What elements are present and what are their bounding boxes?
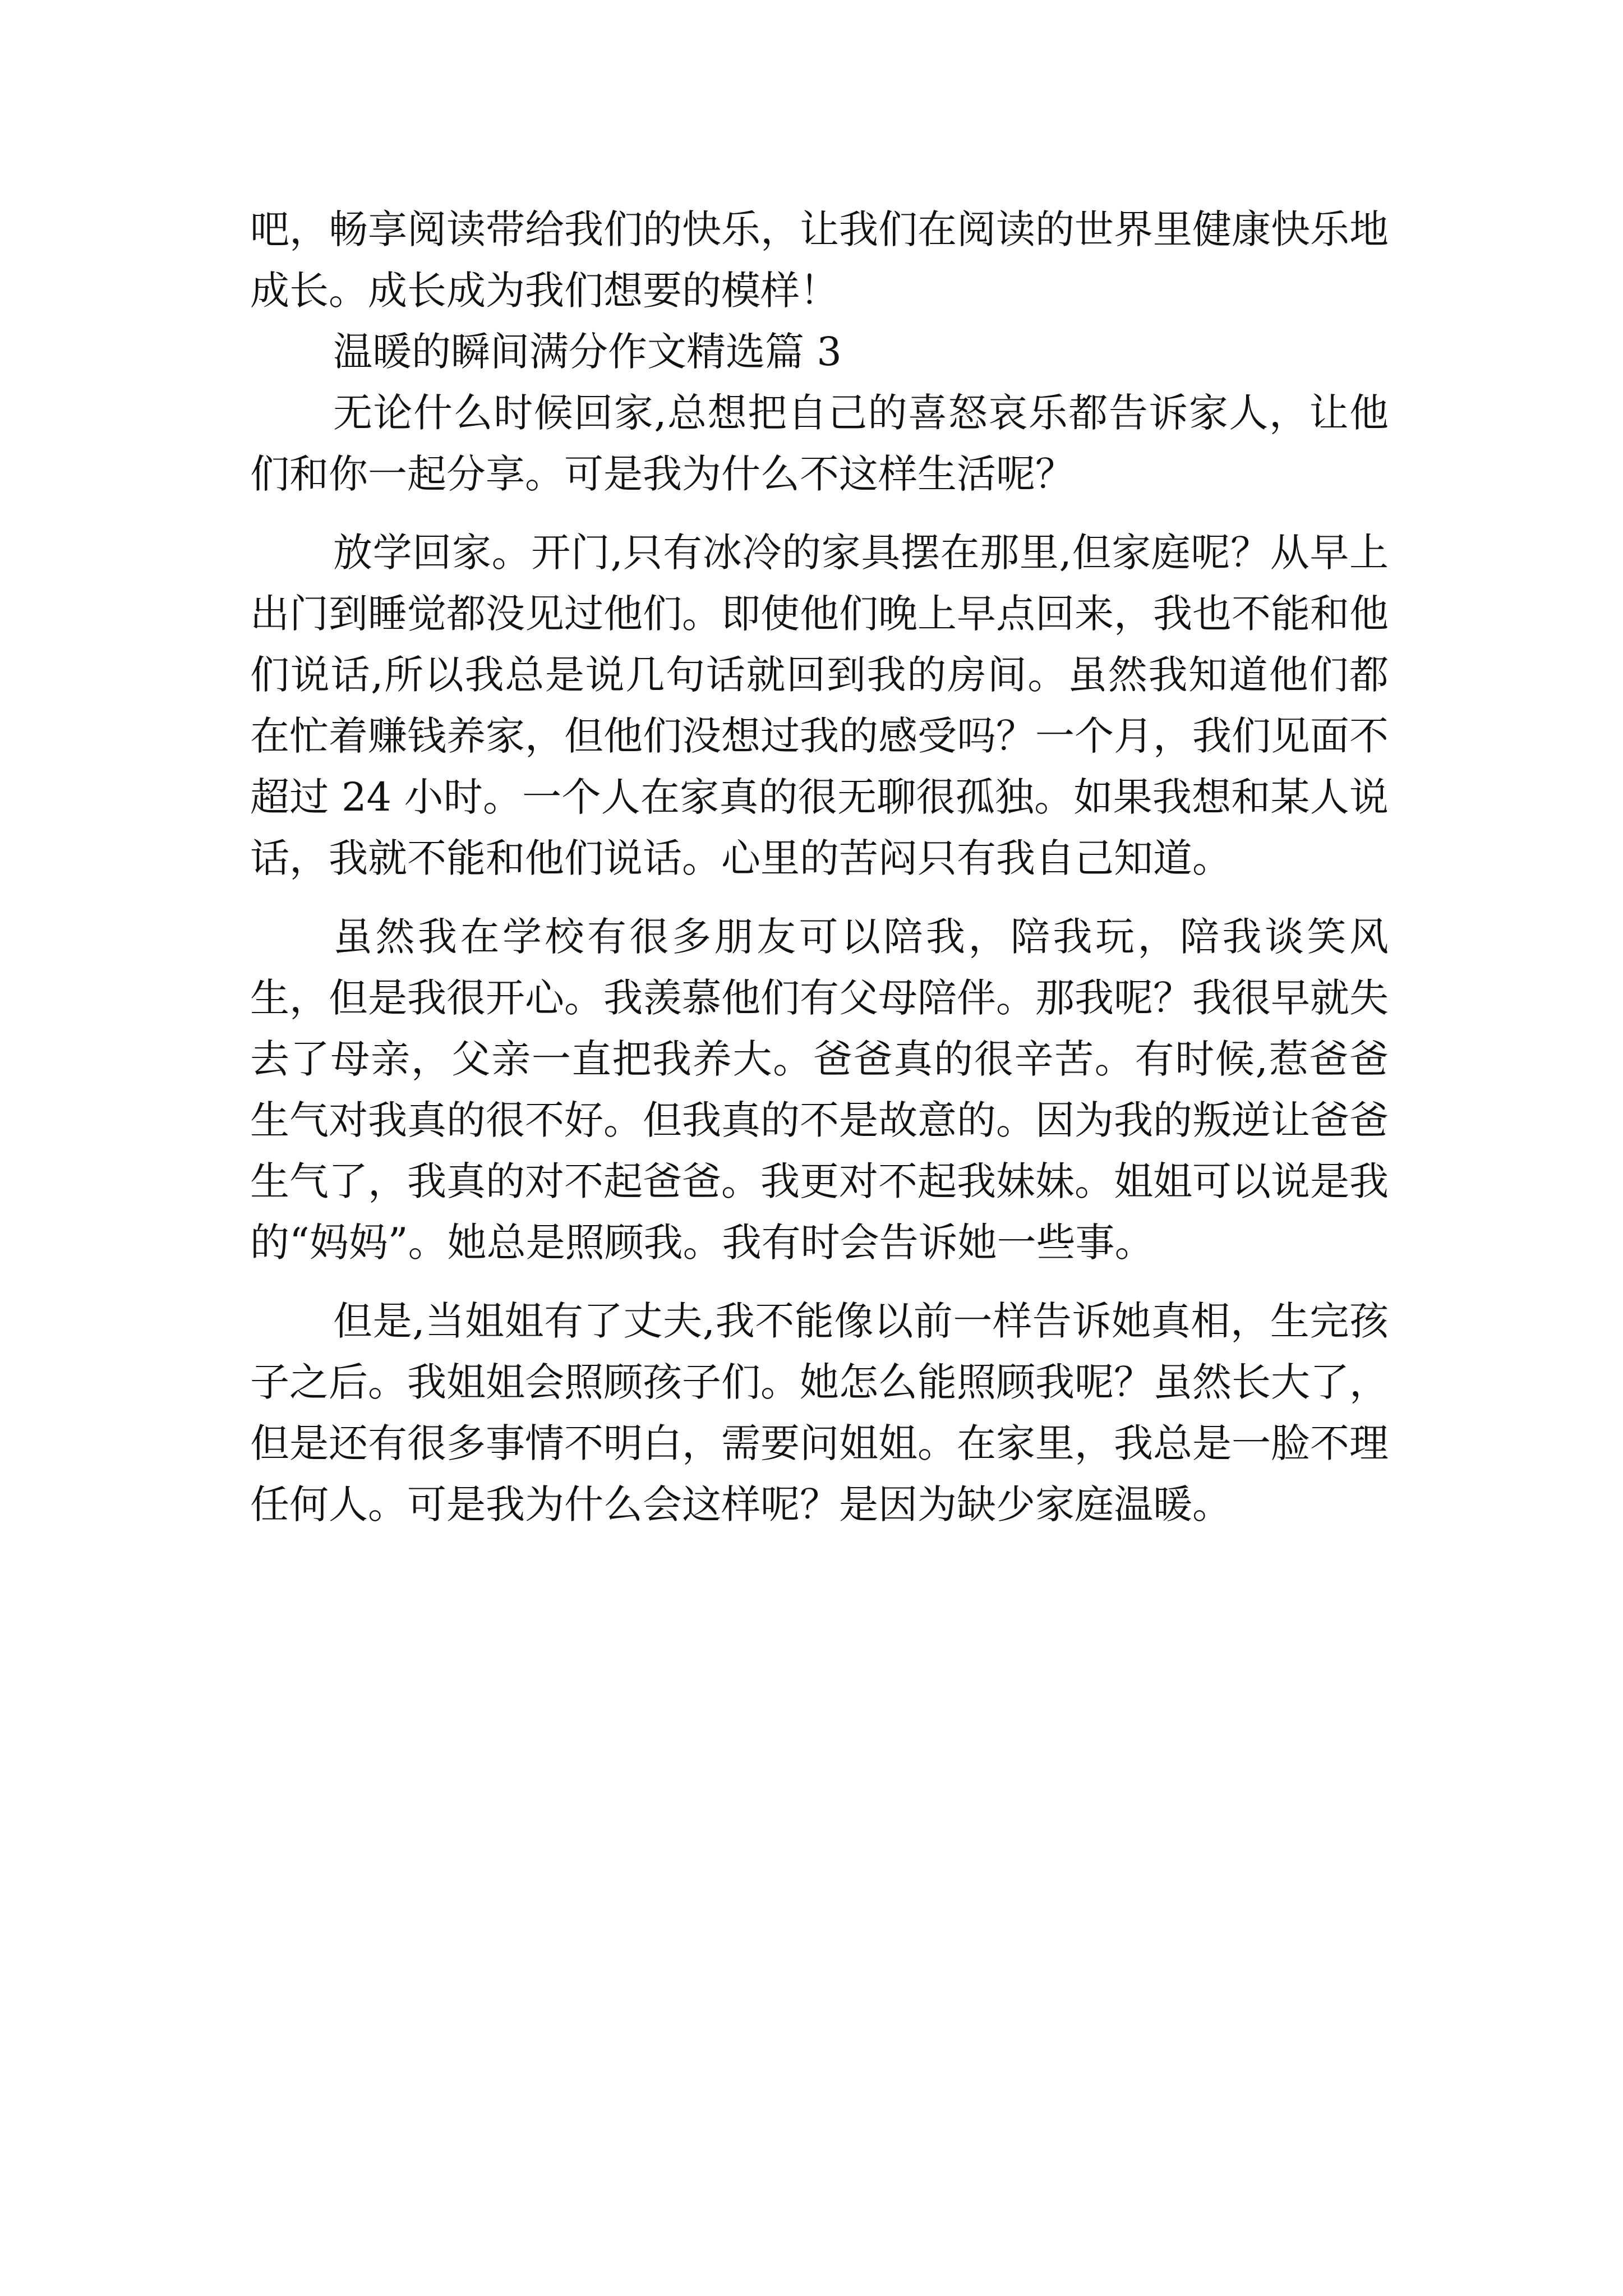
document-body (250, 199, 1389, 1553)
paragraph: 虽然我在学校有很多朋友可以陪我，陪我玩，陪我谈笑风生，但是我很开心。我羡慕他们有父母陪伴。那我呢？我很早就失去了母亲，父亲一直把我养大。爸爸真的很辛苦。有时候,惹爸爸生气对我真的很不好。但我真的不是故意的。因为我的叛逆让爸爸生气了，我真的对不起爸爸。我更对不起我妹妹。姐姐可以说是我的“妈妈”。她总是照顾我。我有时会告诉她一些事。 (250, 914, 1389, 1266)
section-heading: 温暖的瞬间满分作文精选篇 3 (333, 329, 842, 375)
paragraph-continuation: 吧，畅享阅读带给我们的快乐，让我们在阅读的世界里健康快乐地成长。成长成为我们想要的模样！ (250, 206, 1389, 314)
paragraph: 放学回家。开门,只有冰冷的家具摆在那里,但家庭呢？从早上出门到睡觉都没见过他们。即使他们晚上早点回来，我也不能和他们说话,所以我总是说几句话就回到我的房间。虽然我知道他们都在忙着赚钱养家，但他们没想过我的感受吗？一个月，我们见面不超过 24 小时。一个人在家真的很无聊很孤独。如果我想和某人说话，我就不能和他们说话。心里的苦闷只有我自己知道。 (250, 530, 1389, 881)
paragraph: 但是,当姐姐有了丈夫,我不能像以前一样告诉她真相，生完孩子之后。我姐姐会照顾孩子们。她怎么能照顾我呢？虽然长大了，但是还有很多事情不明白，需要问姐姐。在家里，我总是一脸不理任何人。可是我为什么会这样呢？是因为缺少家庭温暖。 (250, 1298, 1389, 1527)
paragraph: 无论什么时候回家,总想把自己的喜怒哀乐都告诉家人，让他们和你一起分享。可是我为什么不这样生活呢？ (250, 390, 1389, 497)
